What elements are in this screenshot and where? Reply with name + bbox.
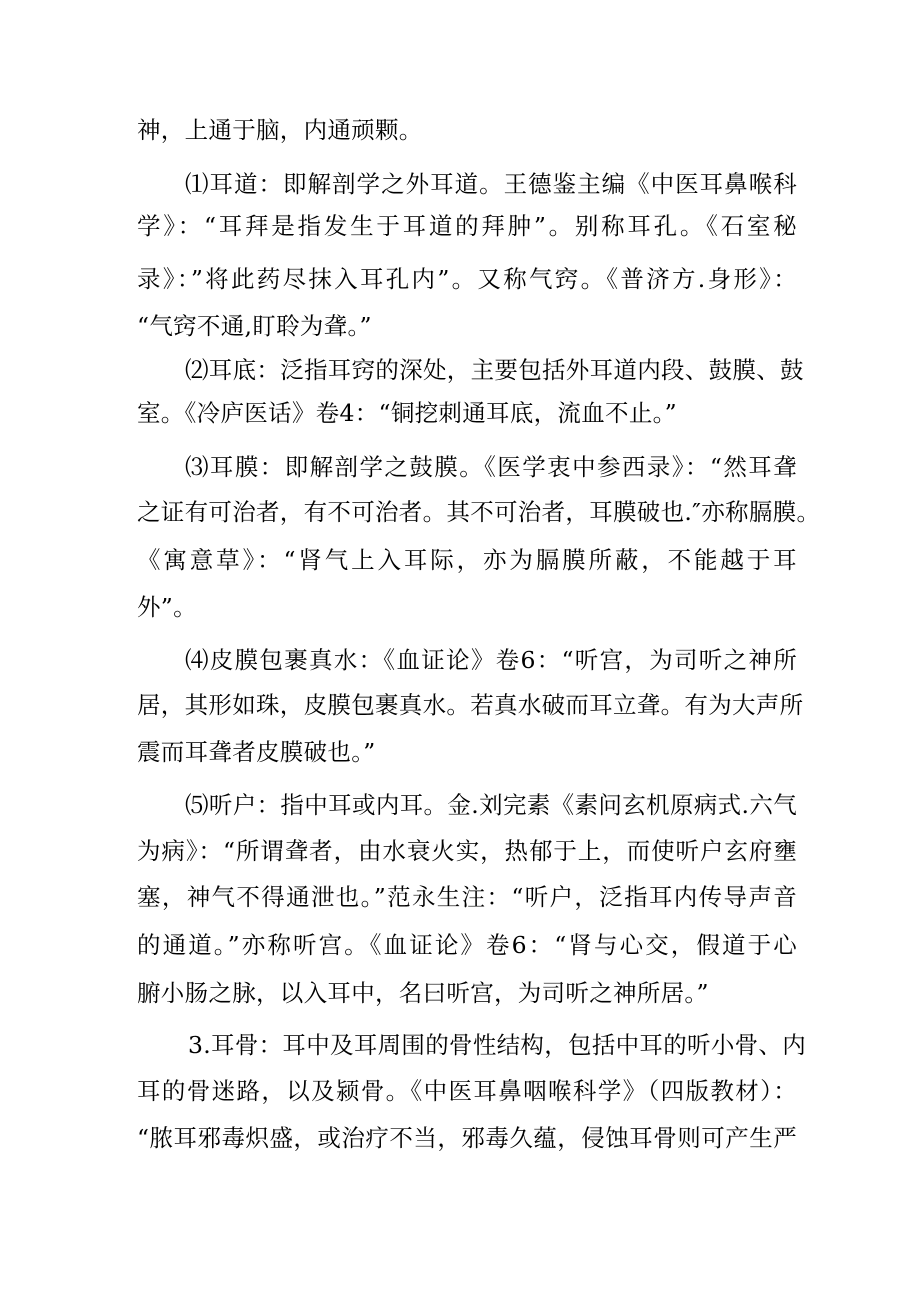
text-line: “气窍不通,盯聆为聋。” [137, 312, 372, 340]
text-line: 的通道。”亦称听宫。《血证论》卷6：“肾与心交，假道于心 [137, 931, 797, 959]
text-line: 为病》：“所谓聋者，由水衰火实，热郁于上，而使听户玄府壅 [137, 837, 797, 865]
text-line: 震而耳聋者皮膜破也。” [137, 738, 376, 766]
text-line: 室。《冷庐医话》卷4：“铜挖刺通耳底，流血不止。” [137, 399, 677, 427]
text-line: ⑴耳道：即解剖学之外耳道。王德鉴主编《中医耳鼻喉科 [185, 170, 797, 198]
text-line: 之证有可治者，有不可治者。其不可治者，耳膜破也.″亦称膈膜。 [137, 498, 821, 526]
text-line: 塞，神气不得通泄也。”范永生注：“听户，泛指耳内传导声音 [137, 883, 797, 911]
text-line: ⑶耳膜：即解剖学之鼓膜。《医学衷中参西录》：“然耳聋 [185, 453, 797, 481]
text-line: 录》：”将此药尽抹入耳孔内”。又称气窍。《普济方.身形》： [137, 265, 797, 293]
text-line: 外”。 [137, 593, 197, 621]
text-line: 《寓意草》：“肾气上入耳际，亦为膈膜所蔽，不能越于耳 [137, 546, 797, 574]
text-line: 神，上通于脑，内通顽颗。 [137, 116, 423, 144]
text-line: 3.耳骨：耳中及耳周围的骨性结构，包括中耳的听小骨、内 [188, 1031, 807, 1059]
text-line: 耳的骨迷路，以及颍骨。《中医耳鼻咽喉科学》（四版教材）： [137, 1077, 797, 1105]
text-line: 学》：“耳拜是指发生于耳道的拜肿”。别称耳孔。《石室秘 [137, 212, 797, 240]
text-line: ⑷皮膜包裹真水：《血证论》卷6：“听宫，为司听之神所 [185, 646, 797, 674]
text-line: ⑵耳底：泛指耳窍的深处，主要包括外耳道内段、鼓膜、鼓 [185, 356, 804, 384]
text-line: ⑸听户：指中耳或内耳。金.刘完素《素问玄机原病式.六气 [185, 791, 797, 819]
text-line: 腑小肠之脉，以入耳中，名曰听宫，为司听之神所居。” [137, 979, 709, 1007]
text-line: 居，其形如珠，皮膜包裹真水。若真水破而耳立聋。有为大声所 [137, 691, 804, 719]
text-line: “脓耳邪毒炽盛，或治疗不当，邪毒久蕴，侵蚀耳骨则可产生严 [137, 1124, 797, 1152]
